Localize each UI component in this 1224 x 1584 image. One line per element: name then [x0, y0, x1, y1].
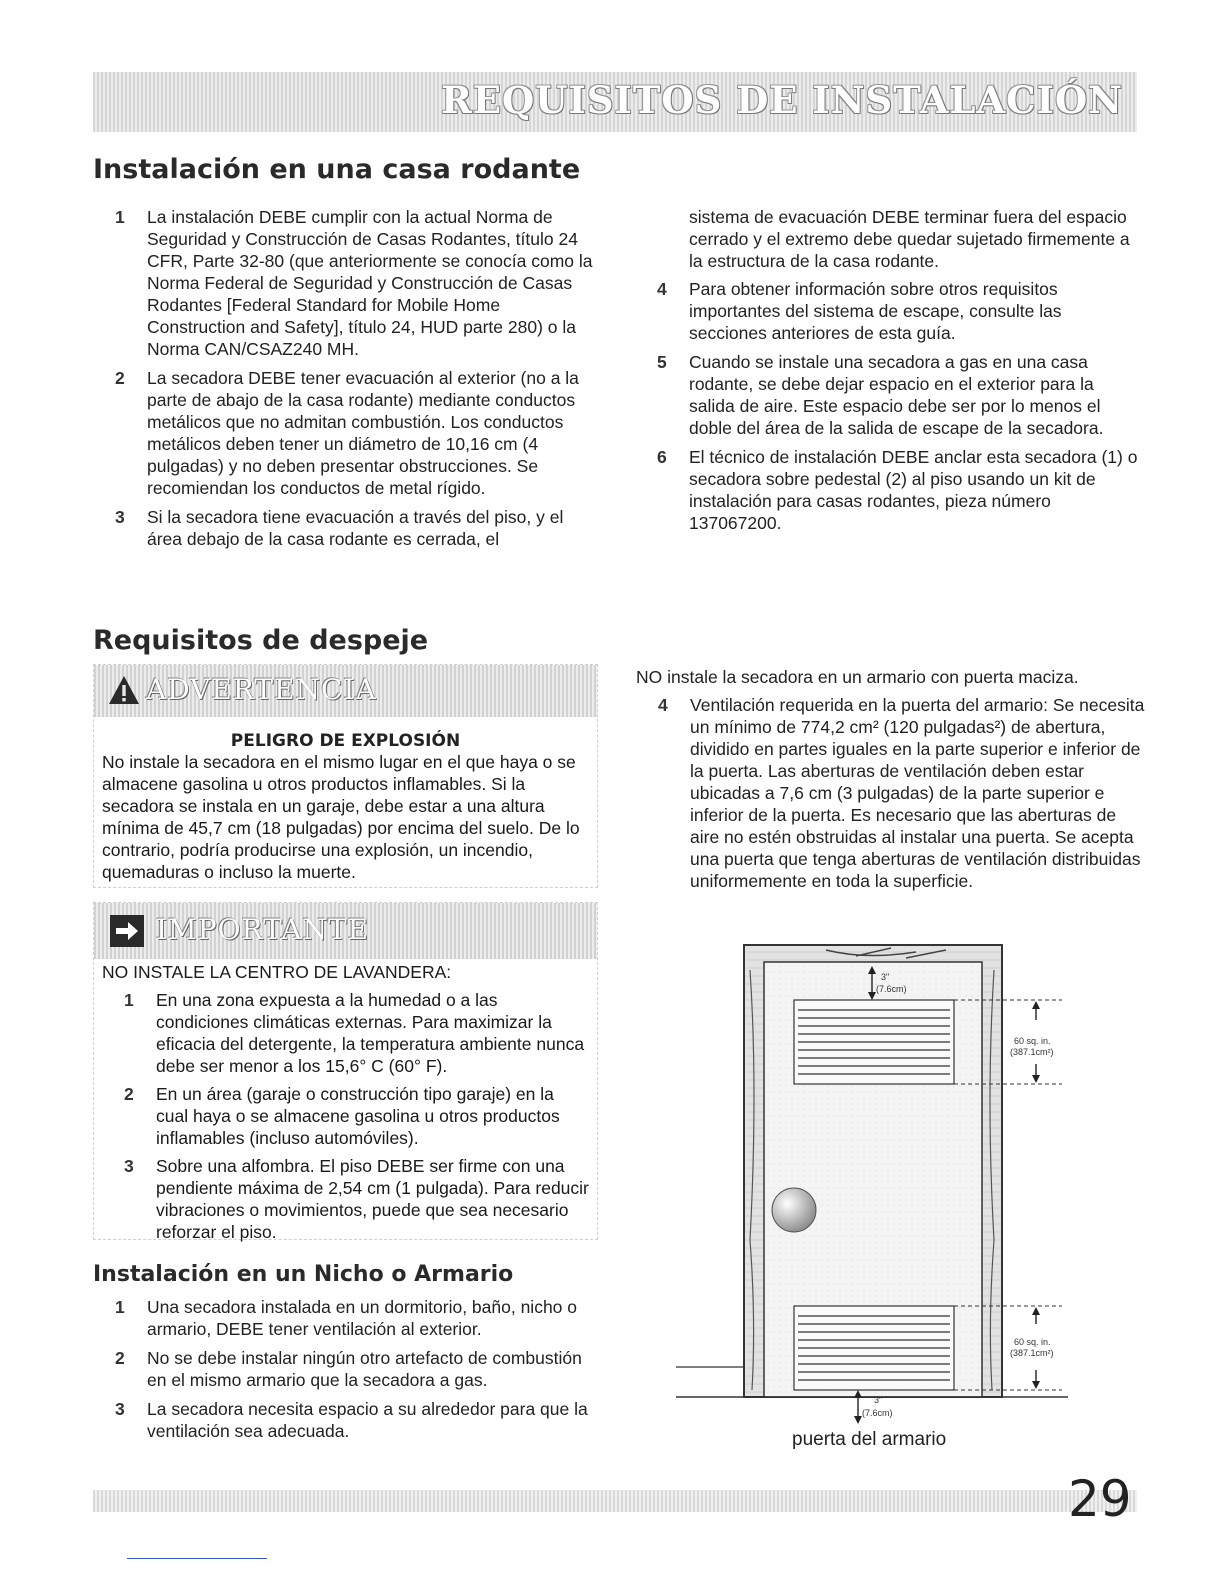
important-title: IMPORTANTE: [156, 913, 370, 946]
top-gap-label: 3": [881, 972, 890, 982]
item-number: 3: [124, 1156, 134, 1176]
bottom-vent-louver: [794, 1306, 954, 1390]
item-number: 4: [658, 695, 668, 715]
important-body: [94, 959, 597, 1251]
item-text: Si la secadora tiene evacuación a través del piso, y el área debajo de la casa rodante es cerrada, el: [147, 507, 564, 549]
item-number: 3: [115, 1399, 125, 1419]
item-text: Sobre una alfombra. El piso DEBE ser firme con una pendiente máxima de 2,54 cm (1 pulgada). Para reducir vibraciones o movimientos, puede que sea necesario reforzar el piso.: [156, 1156, 589, 1242]
page-title: REQUISITOS DE INSTALACIÓN: [441, 78, 1123, 122]
item-text: La instalación DEBE cumplir con la actual Norma de Seguridad y Construcción de Casas Rodantes, título 24 CFR, Parte 32-80 (que anteriormente se conocía como la Norma Federal de Seguridad y Construcción de Casas Rodantes [Federal Standard for Mobile Home Construction and Safety], título 24, HUD parte 280) o la Norma CAN/CSAZ240 MH.: [147, 207, 593, 359]
page-number: 29: [1068, 1470, 1132, 1528]
important-intro: NO INSTALE LA CENTRO DE LAVANDERA:: [102, 962, 452, 982]
important-header: [94, 903, 597, 959]
item-number: 2: [115, 1348, 125, 1368]
section2-right-column: [636, 666, 1146, 899]
closet-intro: NO instale la secadora en un armario con puerta maciza.: [636, 667, 1079, 687]
top-area-metric-label: (387.1cm²): [1010, 1047, 1054, 1057]
arrow-right-icon: [110, 915, 144, 947]
item-text: Para obtener información sobre otros requisitos importantes del sistema de escape, consulte las secciones anteriores de esta guía.: [689, 279, 1062, 343]
item-number: 4: [657, 279, 667, 299]
warning-body: No instale la secadora en el mismo lugar en el que haya o se almacene gasolina u otros productos inflamables. Si la secadora se instala en un garaje, debe estar a una altura mínima de 45,7 cm (18 pulgadas) por encima del suelo. De lo contrario, podría producirse una explosión, un incendio, quemaduras o incluso la muerte.: [102, 752, 580, 882]
item-text: En una zona expuesta a la humedad o a las condiciones climáticas externas. Para maximizar la eficacia del detergente, la temperatura ambiente nunca debe ser menor a los 15,6° C (60° F).: [156, 990, 585, 1076]
item-number: 2: [124, 1084, 134, 1104]
warning-title: ADVERTENCIA: [146, 673, 377, 706]
item-text: No se debe instalar ningún otro artefacto de combustión en el mismo armario que la secadora a gas.: [147, 1348, 582, 1390]
list-item: [115, 1296, 597, 1340]
warning-box: [93, 664, 598, 888]
header-banner: [93, 72, 1137, 132]
closet-door-diagram: [676, 940, 1076, 1430]
warning-triangle-icon: [108, 675, 140, 705]
list-item: [115, 506, 595, 550]
section3-column: [115, 1296, 597, 1449]
list-item: [657, 446, 1142, 534]
top-vent-louver: [794, 1000, 954, 1084]
item-number: 5: [657, 352, 667, 372]
item-text: Ventilación requerida en la puerta del armario: Se necesita un mínimo de 774,2 cm² (120 pulgadas²) de abertura, dividido en partes iguales en la parte superior e inferior de la puerta. Las aberturas de ventilación deben estar ubicadas a 7,6 cm (3 pulgadas) de la parte superior e inferior de la puerta. Es necesario que las aberturas de aire no estén obstruidas al instalar una puerta. Se acepta una puerta que tenga aberturas de ventilación distribuidas uniformemente en toda la superficie.: [690, 695, 1145, 891]
item-number: 1: [124, 990, 134, 1010]
item-number: 3: [115, 507, 125, 527]
list-item: [102, 1083, 589, 1149]
diagram-caption: puerta del armario: [792, 1429, 947, 1450]
list-item: [102, 1155, 589, 1243]
important-box: [93, 902, 598, 1240]
item-text: El técnico de instalación DEBE anclar esta secadora (1) o secadora sobre pedestal (2) al piso usando un kit de instalación para casas rodantes, pieza número 137067200.: [689, 447, 1138, 533]
warning-subtitle: PELIGRO DE EXPLOSIÓN: [230, 731, 461, 751]
item-text: La secadora DEBE tener evacuación al exterior (no a la parte de abajo de la casa rodante) mediante conductos metálicos que no admitan combustión. Los conductos metálicos deben tener un diámetro de 10,16 cm (4 pulgadas) y no deben presentar obstrucciones. Se recomiendan los conductos de metal rígido.: [147, 368, 579, 498]
list-item: [115, 206, 595, 360]
bottom-area-metric-label: (387.1cm²): [1010, 1348, 1054, 1358]
item-text: Una secadora instalada en un dormitorio, baño, nicho o armario, DEBE tener ventilación al exterior.: [147, 1297, 577, 1339]
continuation-text: sistema de evacuación DEBE terminar fuera del espacio cerrado y el extremo debe quedar sujetado firmemente a la estructura de la casa rodante.: [689, 207, 1130, 271]
item-text: La secadora necesita espacio a su alrededor para que la ventilación sea adecuada.: [147, 1399, 588, 1441]
list-item: [636, 694, 1146, 892]
item-number: 1: [115, 1297, 125, 1317]
item-text: En un área (garaje o construcción tipo garaje) en la cual haya o se almacene gasolina u otros productos inflamables (incluso automóviles).: [156, 1084, 560, 1148]
top-area-label: 60 sq. in.: [1014, 1036, 1051, 1046]
list-item: [657, 351, 1142, 439]
section1-left-column: [115, 206, 595, 557]
footer-bar: [93, 1490, 1137, 1512]
warning-header: [94, 665, 597, 717]
section1-right-column: [657, 206, 1142, 541]
item-number: 2: [115, 368, 125, 388]
bottom-gap-label: 3": [874, 1395, 883, 1405]
item-number: 1: [115, 207, 125, 227]
item-text: Cuando se instale una secadora a gas en una casa rodante, se debe dejar espacio en el exterior para la salida de aire. Este espacio debe ser por lo menos el doble del área de la salida de escape de la secadora.: [689, 352, 1104, 438]
list-item: [115, 367, 595, 499]
bottom-gap-metric-label: (7.6cm): [862, 1408, 893, 1418]
section-title-closet: Instalación en un Nicho o Armario: [93, 1262, 514, 1287]
section-title-clearance: Requisitos de despeje: [93, 625, 429, 656]
item-number: 6: [657, 447, 667, 467]
footer-underline: [127, 1558, 267, 1559]
list-item: [115, 1398, 597, 1442]
section-title-mobile-home: Instalación en una casa rodante: [93, 154, 581, 185]
bottom-area-label: 60 sq. in.: [1014, 1337, 1051, 1347]
list-item: [102, 989, 589, 1077]
door-knob: [772, 1188, 816, 1232]
list-item: [657, 278, 1142, 344]
top-gap-metric-label: (7.6cm): [876, 984, 907, 994]
list-item: [115, 1347, 597, 1391]
